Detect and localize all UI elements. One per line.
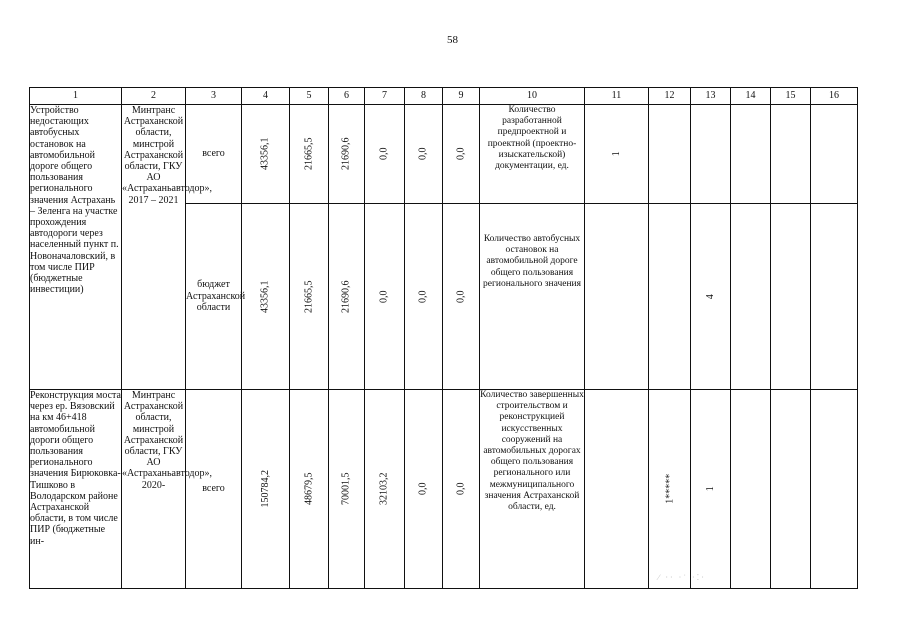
amount-year-value: 21690,6 xyxy=(340,280,352,313)
activity-name-cell: Реконструкция моста через ер. Вязовский на км 46+418 автомобильной дороги общего пользования регионального значения Бирюковка-Тишково в Володарском районе Астраханской области, в том числе ПИР (бюджетные ин- xyxy=(30,390,122,589)
amount-year-cell xyxy=(329,105,365,204)
funding-source-cell: всего xyxy=(186,105,242,204)
amount-year-cell xyxy=(365,105,405,204)
activity-name-cell: Устройство недостающих автобусных остановок на автомобильной дороге общего пользования регионального значения Астрахань – Зеленга на участке прохождения автодороги через населенный пункт п. Новоначаловский, в том числе ПИР (бюджетные инвестиции) xyxy=(30,105,122,390)
indicator-value: 1 xyxy=(704,486,716,492)
indicator-value-cell xyxy=(771,105,811,204)
amount-year-cell xyxy=(405,390,443,589)
header-cell: 9 xyxy=(443,88,480,105)
indicator-value: 1***** xyxy=(663,474,675,504)
indicator-value-cell xyxy=(811,390,858,589)
executor-cell: Минтранс Астраханской области, минстрой Астраханской области, ГКУ АО «Астраханьавтодор», 2020- xyxy=(122,390,186,589)
table-row xyxy=(30,390,858,589)
amount-year-value: 0,0 xyxy=(417,482,429,496)
indicator-value-cell xyxy=(811,105,858,204)
program-table xyxy=(29,87,858,589)
indicator-cell: Количество разработанной предпроектной и проектной (проектно-изыскательской) документации, ед. xyxy=(480,105,585,204)
indicator-value-cell xyxy=(811,204,858,390)
header-row xyxy=(30,88,858,105)
indicator-value-cell xyxy=(731,204,771,390)
indicator-value-cell xyxy=(731,105,771,204)
indicator-value-cell xyxy=(585,204,649,390)
amount-year-cell xyxy=(365,204,405,390)
indicator-value: 1 xyxy=(610,151,622,157)
amount-year-cell xyxy=(443,204,480,390)
amount-year-value: 21665,5 xyxy=(303,137,315,171)
amount-year-cell xyxy=(290,390,329,589)
indicator-value-cell xyxy=(731,390,771,589)
indicator-cell: Количество завершенных строительством и реконструкцией искусственных сооружений на автомобильных дорогах общего пользования регионального или межмуниципального значения Астраханской области, ед. xyxy=(480,390,585,589)
amount-year-value: 0,0 xyxy=(417,290,429,303)
amount-year-cell xyxy=(405,204,443,390)
indicator-value-cell xyxy=(691,105,731,204)
funding-source-cell: всего xyxy=(186,390,242,589)
header-cell: 15 xyxy=(771,88,811,105)
amount-total-value: 43356,1 xyxy=(259,137,271,171)
indicator-value-cell xyxy=(649,390,691,589)
amount-year-cell xyxy=(290,105,329,204)
header-cell: 5 xyxy=(290,88,329,105)
indicator-value-cell xyxy=(649,105,691,204)
amount-total-value: 150784,2 xyxy=(259,470,271,508)
amount-year-value: 48679,5 xyxy=(303,472,315,506)
indicator-value-cell xyxy=(691,204,731,390)
amount-year-cell xyxy=(329,204,365,390)
indicator-value-cell xyxy=(771,204,811,390)
amount-total-cell xyxy=(242,204,290,390)
amount-year-value: 0,0 xyxy=(455,290,467,303)
indicator-value-cell xyxy=(771,390,811,589)
amount-year-cell xyxy=(405,105,443,204)
header-cell: 11 xyxy=(585,88,649,105)
amount-total-cell xyxy=(242,390,290,589)
indicator-cell: Количество автобусных остановок на автомобильной дороге общего пользования регионального значения xyxy=(480,204,585,390)
indicator-value-cell xyxy=(691,390,731,589)
amount-year-value: 21665,5 xyxy=(303,280,315,313)
header-cell: 8 xyxy=(405,88,443,105)
funding-source-cell: бюджет Астраханской области xyxy=(186,204,242,390)
header-cell: 10 xyxy=(480,88,585,105)
header-cell: 12 xyxy=(649,88,691,105)
amount-year-cell xyxy=(290,204,329,390)
indicator-value: 4 xyxy=(704,294,716,299)
page-number: 58 xyxy=(447,34,458,46)
faint-stamp-marks: ⁄ ·· ·˙ ·⁚· xyxy=(658,573,706,582)
amount-year-value: 32103,2 xyxy=(378,472,390,506)
header-cell: 1 xyxy=(30,88,122,105)
header-cell: 7 xyxy=(365,88,405,105)
header-cell: 3 xyxy=(186,88,242,105)
indicator-value-cell xyxy=(649,204,691,390)
amount-year-cell xyxy=(365,390,405,589)
amount-total-value: 43356,1 xyxy=(259,280,271,313)
executor-cell: Минтранс Астраханской области, минстрой Астраханской области, ГКУ АО «Астраханьавтодор», 2017 – 2021 xyxy=(122,105,186,390)
table-row xyxy=(30,105,858,204)
amount-year-cell xyxy=(329,390,365,589)
amount-year-cell xyxy=(443,390,480,589)
amount-year-value: 0,0 xyxy=(455,482,467,496)
amount-year-value: 0,0 xyxy=(378,290,390,303)
header-cell: 4 xyxy=(242,88,290,105)
indicator-value-cell xyxy=(585,390,649,589)
amount-year-value: 21690,6 xyxy=(340,137,352,171)
amount-year-value: 70001,5 xyxy=(340,472,352,506)
amount-total-cell xyxy=(242,105,290,204)
header-cell: 6 xyxy=(329,88,365,105)
indicator-value-cell xyxy=(585,105,649,204)
amount-year-value: 0,0 xyxy=(378,147,390,161)
header-cell: 16 xyxy=(811,88,858,105)
amount-year-value: 0,0 xyxy=(455,147,467,161)
header-cell: 13 xyxy=(691,88,731,105)
header-cell: 2 xyxy=(122,88,186,105)
header-cell: 14 xyxy=(731,88,771,105)
amount-year-cell xyxy=(443,105,480,204)
amount-year-value: 0,0 xyxy=(417,147,429,161)
